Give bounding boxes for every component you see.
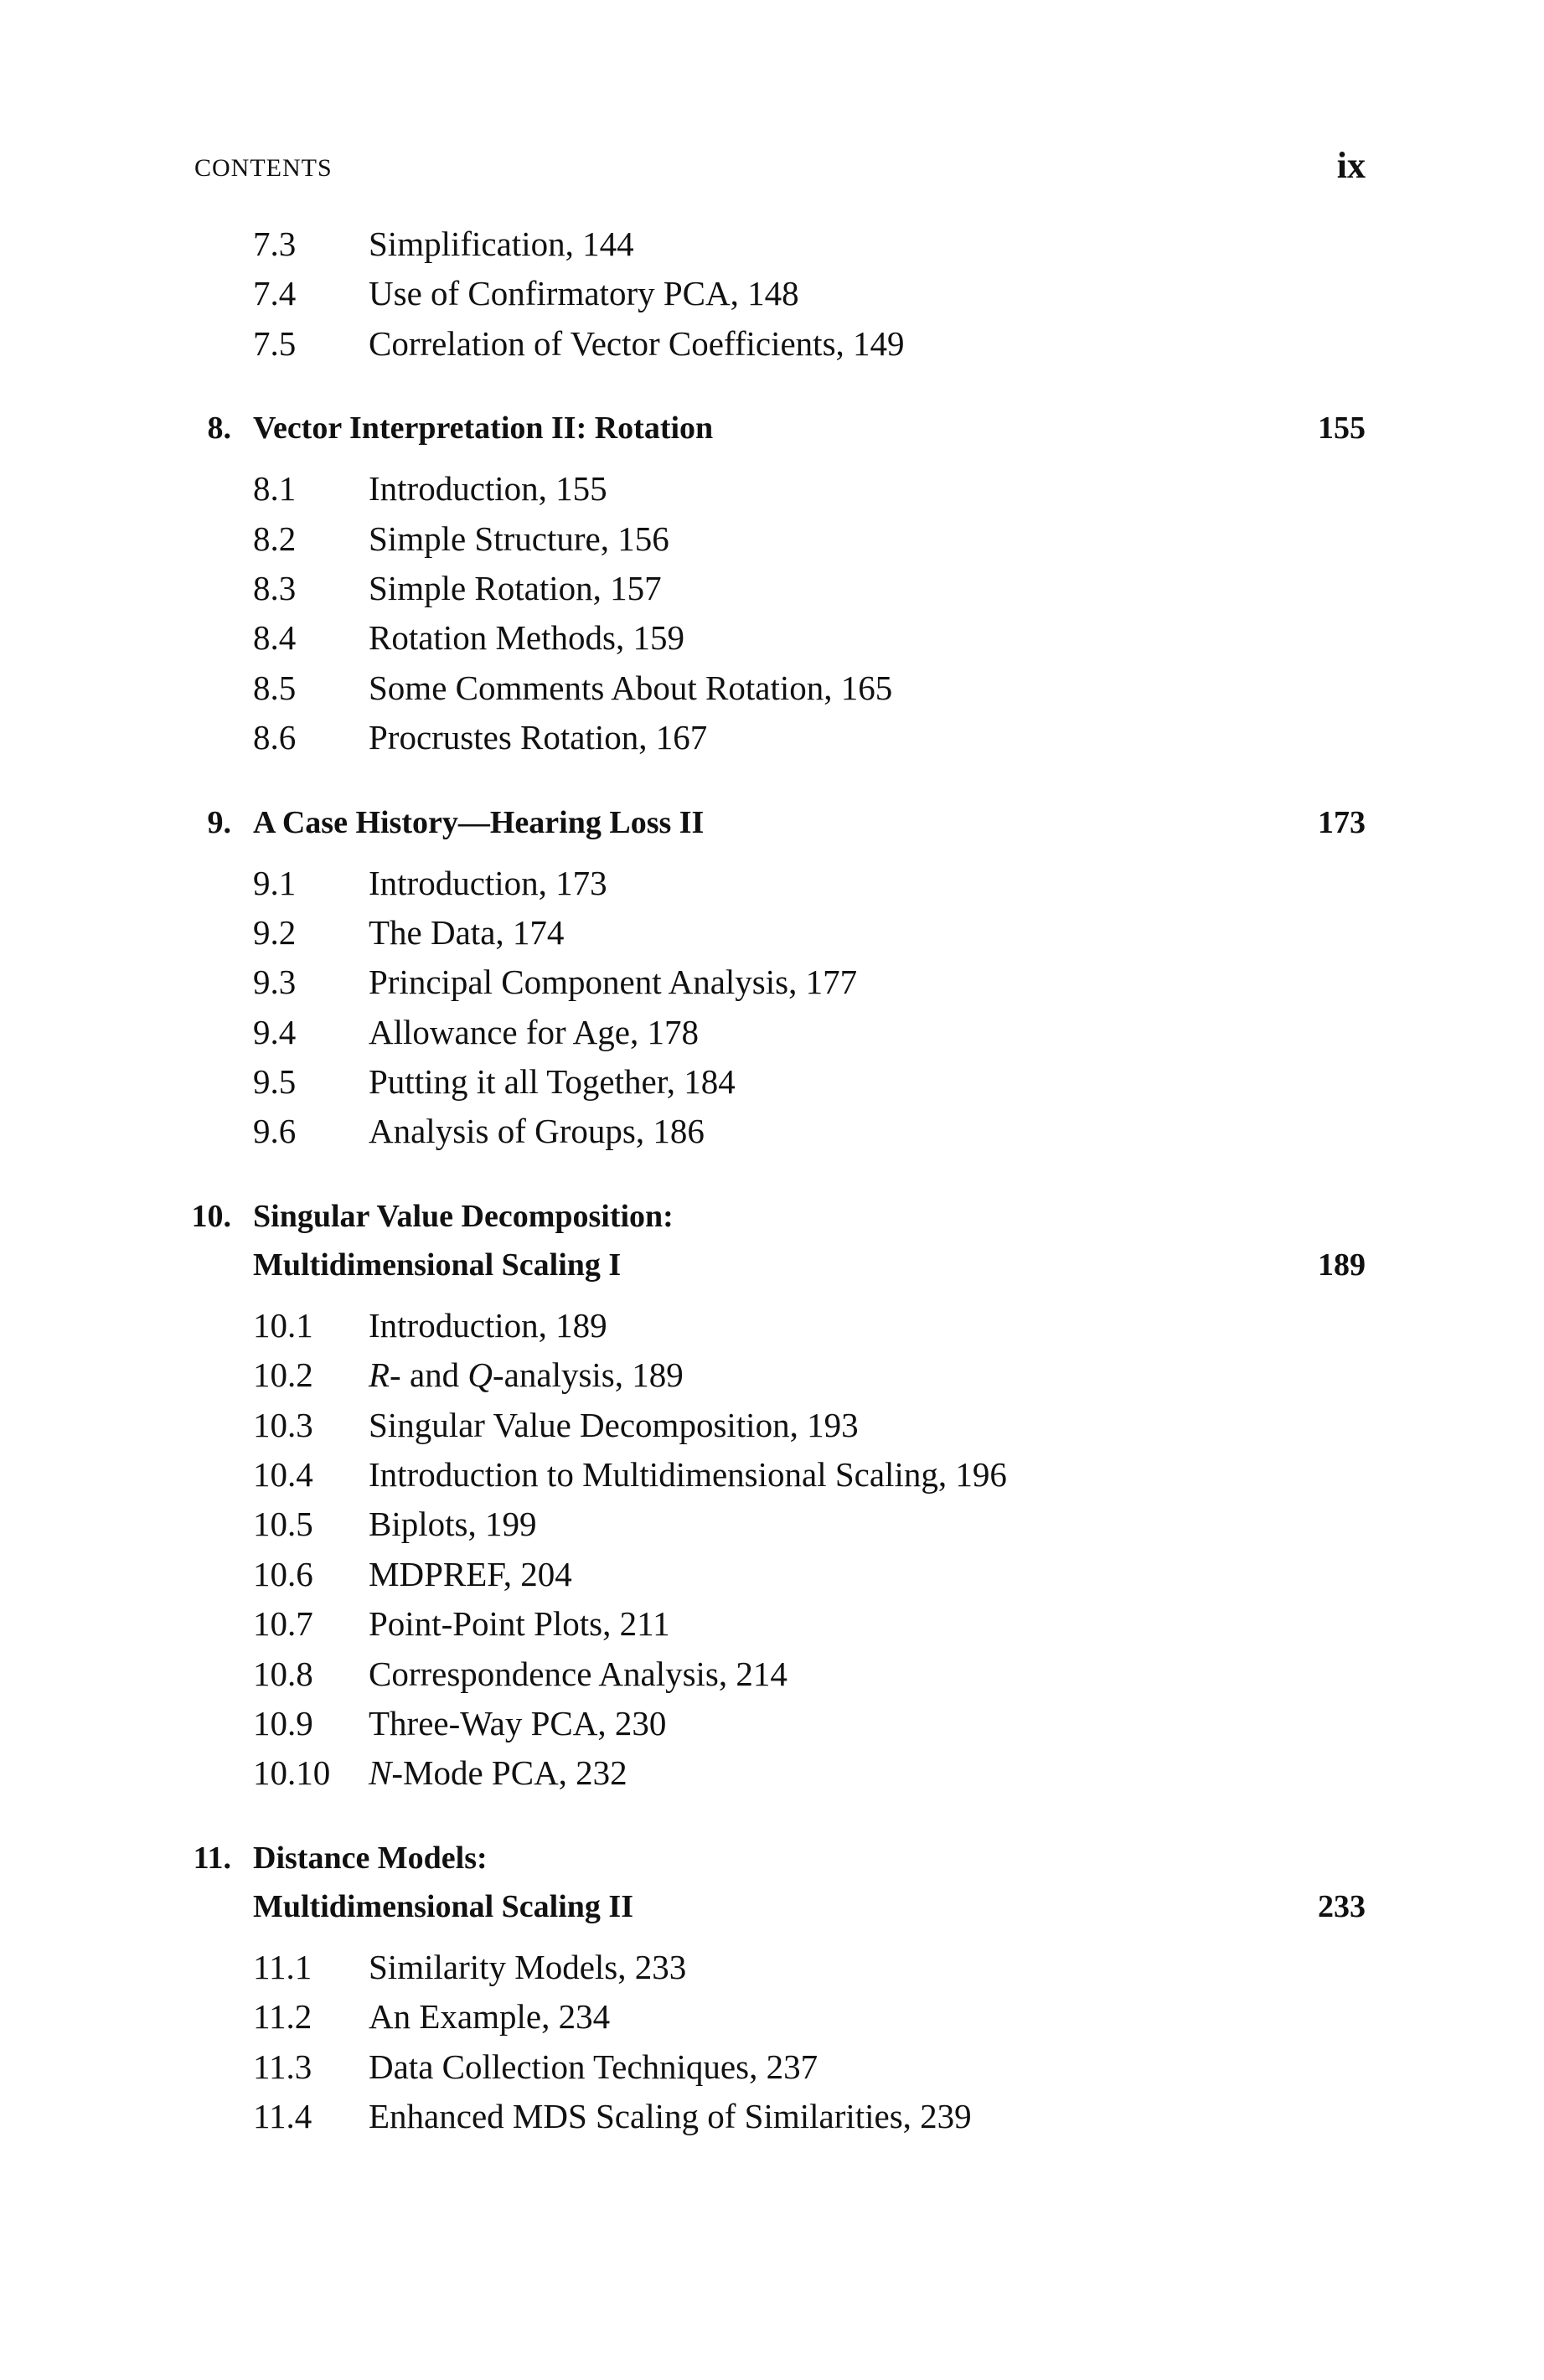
running-title: CONTENTS bbox=[194, 154, 333, 182]
toc-section-entry bbox=[0, 1943, 1544, 1992]
section-number: 10.2 bbox=[253, 1355, 313, 1395]
chapter-7-continued bbox=[0, 219, 1544, 369]
section-number: 7.4 bbox=[253, 274, 297, 313]
section-title: Simple Rotation, 157 bbox=[369, 568, 662, 607]
section-number: 8.3 bbox=[253, 568, 297, 607]
section-title: Data Collection Techniques, 237 bbox=[369, 2047, 818, 2086]
italic-symbol: Q bbox=[467, 1355, 493, 1395]
toc-section-entry bbox=[0, 1008, 1544, 1057]
chapter-heading bbox=[0, 1192, 1544, 1289]
chapter-page-number: 173 bbox=[1318, 804, 1366, 840]
section-title: Simplification, 144 bbox=[369, 225, 634, 263]
toc-section-entry bbox=[0, 1699, 1544, 1748]
toc-section-entry bbox=[0, 713, 1544, 762]
section-title: An Example, 234 bbox=[369, 1997, 611, 2037]
chapter-title-line: Singular Value Decomposition: bbox=[253, 1198, 674, 1234]
section-title: Enhanced MDS Scaling of Similarities, 239 bbox=[369, 2096, 972, 2135]
chapter-block bbox=[0, 1834, 1544, 2142]
section-number: 8.6 bbox=[253, 718, 297, 757]
toc-section-entry bbox=[0, 2092, 1544, 2141]
toc-section-entry bbox=[0, 1107, 1544, 1156]
section-number: 11.1 bbox=[253, 1947, 312, 1986]
chapter-block bbox=[0, 1192, 1544, 1799]
toc-section-entry bbox=[0, 1057, 1544, 1107]
section-number: 7.3 bbox=[253, 225, 297, 263]
chapter-number: 10. bbox=[191, 1198, 231, 1234]
section-number: 10.4 bbox=[253, 1455, 313, 1495]
section-number: 9.1 bbox=[253, 863, 297, 902]
section-number: 11.3 bbox=[253, 2047, 312, 2086]
chapter-block bbox=[0, 404, 1544, 762]
section-title: Point-Point Plots, 211 bbox=[369, 1604, 670, 1644]
section-number: 8.4 bbox=[253, 618, 297, 658]
toc-section-entry bbox=[0, 464, 1544, 514]
section-number: 9.3 bbox=[253, 963, 297, 1002]
toc-section-entry bbox=[0, 269, 1544, 318]
section-title: Allowance for Age, 178 bbox=[369, 1012, 699, 1051]
toc-section-entry bbox=[0, 1301, 1544, 1350]
section-number: 10.3 bbox=[253, 1405, 313, 1444]
toc-section-entry bbox=[0, 564, 1544, 613]
chapter-heading bbox=[0, 798, 1544, 847]
title-fragment: -analysis, 189 bbox=[493, 1355, 684, 1395]
toc-section-entry bbox=[0, 663, 1544, 713]
chapter-title bbox=[253, 798, 1242, 847]
section-number: 9.2 bbox=[253, 912, 297, 952]
toc-section-entry bbox=[0, 1992, 1544, 2042]
section-number: 10.8 bbox=[253, 1654, 313, 1693]
title-fragment: -Mode PCA, 232 bbox=[391, 1753, 627, 1793]
section-title: Singular Value Decomposition, 193 bbox=[369, 1405, 859, 1444]
section-number: 10.10 bbox=[253, 1753, 331, 1793]
toc-section-entry bbox=[0, 1599, 1544, 1649]
section-title: MDPREF, 204 bbox=[369, 1554, 572, 1593]
italic-symbol: N bbox=[369, 1753, 392, 1793]
section-title: The Data, 174 bbox=[369, 912, 565, 952]
chapter-page-number: 155 bbox=[1318, 410, 1366, 447]
section-title: Rotation Methods, 159 bbox=[369, 618, 684, 658]
chapter-title bbox=[253, 1192, 1242, 1289]
toc-section-entry bbox=[0, 1450, 1544, 1500]
toc-section-entry bbox=[0, 859, 1544, 908]
toc-section-entry bbox=[0, 319, 1544, 369]
toc-section-entry bbox=[0, 2042, 1544, 2092]
section-number: 9.5 bbox=[253, 1062, 297, 1102]
section-title: Introduction, 173 bbox=[369, 863, 607, 902]
chapter-title-line: Distance Models: bbox=[253, 1840, 488, 1876]
toc-section-entry bbox=[0, 1401, 1544, 1450]
table-of-contents bbox=[0, 219, 1544, 2141]
section-number: 10.6 bbox=[253, 1554, 313, 1593]
section-title: Similarity Models, 233 bbox=[369, 1947, 687, 1986]
section-title: Correlation of Vector Coefficients, 149 bbox=[369, 323, 905, 363]
section-number: 10.1 bbox=[253, 1305, 313, 1345]
section-title: Use of Confirmatory PCA, 148 bbox=[369, 274, 799, 313]
chapter-title-line: Vector Interpretation II: Rotation bbox=[253, 410, 714, 447]
section-title bbox=[369, 1350, 684, 1400]
chapter-title bbox=[253, 404, 1242, 452]
section-number: 9.6 bbox=[253, 1112, 297, 1151]
toc-section-entry bbox=[0, 958, 1544, 1007]
section-title: Procrustes Rotation, 167 bbox=[369, 718, 708, 757]
section-number: 10.5 bbox=[253, 1505, 313, 1544]
section-number: 8.5 bbox=[253, 668, 297, 707]
toc-section-entry bbox=[0, 1550, 1544, 1599]
section-number: 8.2 bbox=[253, 519, 297, 558]
toc-section-entry bbox=[0, 514, 1544, 564]
chapter-page-number: 189 bbox=[1318, 1247, 1366, 1283]
toc-section-entry bbox=[0, 219, 1544, 269]
chapter-block bbox=[0, 798, 1544, 1157]
section-number: 10.7 bbox=[253, 1604, 313, 1644]
section-title bbox=[369, 1748, 627, 1798]
section-title: Introduction, 155 bbox=[369, 469, 607, 509]
section-number: 11.4 bbox=[253, 2096, 312, 2135]
section-number: 7.5 bbox=[253, 323, 297, 363]
chapter-page-number: 233 bbox=[1318, 1888, 1366, 1924]
chapter-heading bbox=[0, 1834, 1544, 1931]
chapter-number: 9. bbox=[207, 804, 231, 840]
section-title: Introduction to Multidimensional Scaling, 196 bbox=[369, 1455, 1007, 1495]
running-head bbox=[0, 144, 1544, 194]
section-title: Introduction, 189 bbox=[369, 1305, 607, 1345]
toc-section-entry bbox=[0, 1500, 1544, 1549]
section-title: Simple Structure, 156 bbox=[369, 519, 669, 558]
section-number: 9.4 bbox=[253, 1012, 297, 1051]
chapter-title-line: Multidimensional Scaling II bbox=[253, 1888, 633, 1924]
toc-section-entry bbox=[0, 1649, 1544, 1699]
section-number: 8.1 bbox=[253, 469, 297, 509]
section-title: Principal Component Analysis, 177 bbox=[369, 963, 858, 1002]
section-title: Some Comments About Rotation, 165 bbox=[369, 668, 893, 707]
chapter-title bbox=[253, 1834, 1242, 1931]
section-title: Biplots, 199 bbox=[369, 1505, 537, 1544]
section-number: 11.2 bbox=[253, 1997, 312, 2037]
toc-section-entry bbox=[0, 613, 1544, 663]
chapter-title-line: Multidimensional Scaling I bbox=[253, 1247, 622, 1283]
title-fragment: - and bbox=[390, 1355, 468, 1395]
chapter-heading bbox=[0, 404, 1544, 452]
chapter-number: 11. bbox=[193, 1840, 231, 1876]
section-title: Putting it all Together, 184 bbox=[369, 1062, 736, 1102]
toc-section-entry bbox=[0, 908, 1544, 958]
section-title: Analysis of Groups, 186 bbox=[369, 1112, 705, 1151]
chapter-number: 8. bbox=[207, 410, 231, 447]
italic-symbol: R bbox=[369, 1355, 390, 1395]
section-number: 10.9 bbox=[253, 1703, 313, 1742]
section-title: Three-Way PCA, 230 bbox=[369, 1703, 667, 1742]
section-title: Correspondence Analysis, 214 bbox=[369, 1654, 787, 1693]
toc-section-entry bbox=[0, 1350, 1544, 1400]
chapter-title-line: A Case History—Hearing Loss II bbox=[253, 804, 705, 840]
toc-section-entry bbox=[0, 1748, 1544, 1798]
page-number: ix bbox=[1336, 145, 1366, 186]
